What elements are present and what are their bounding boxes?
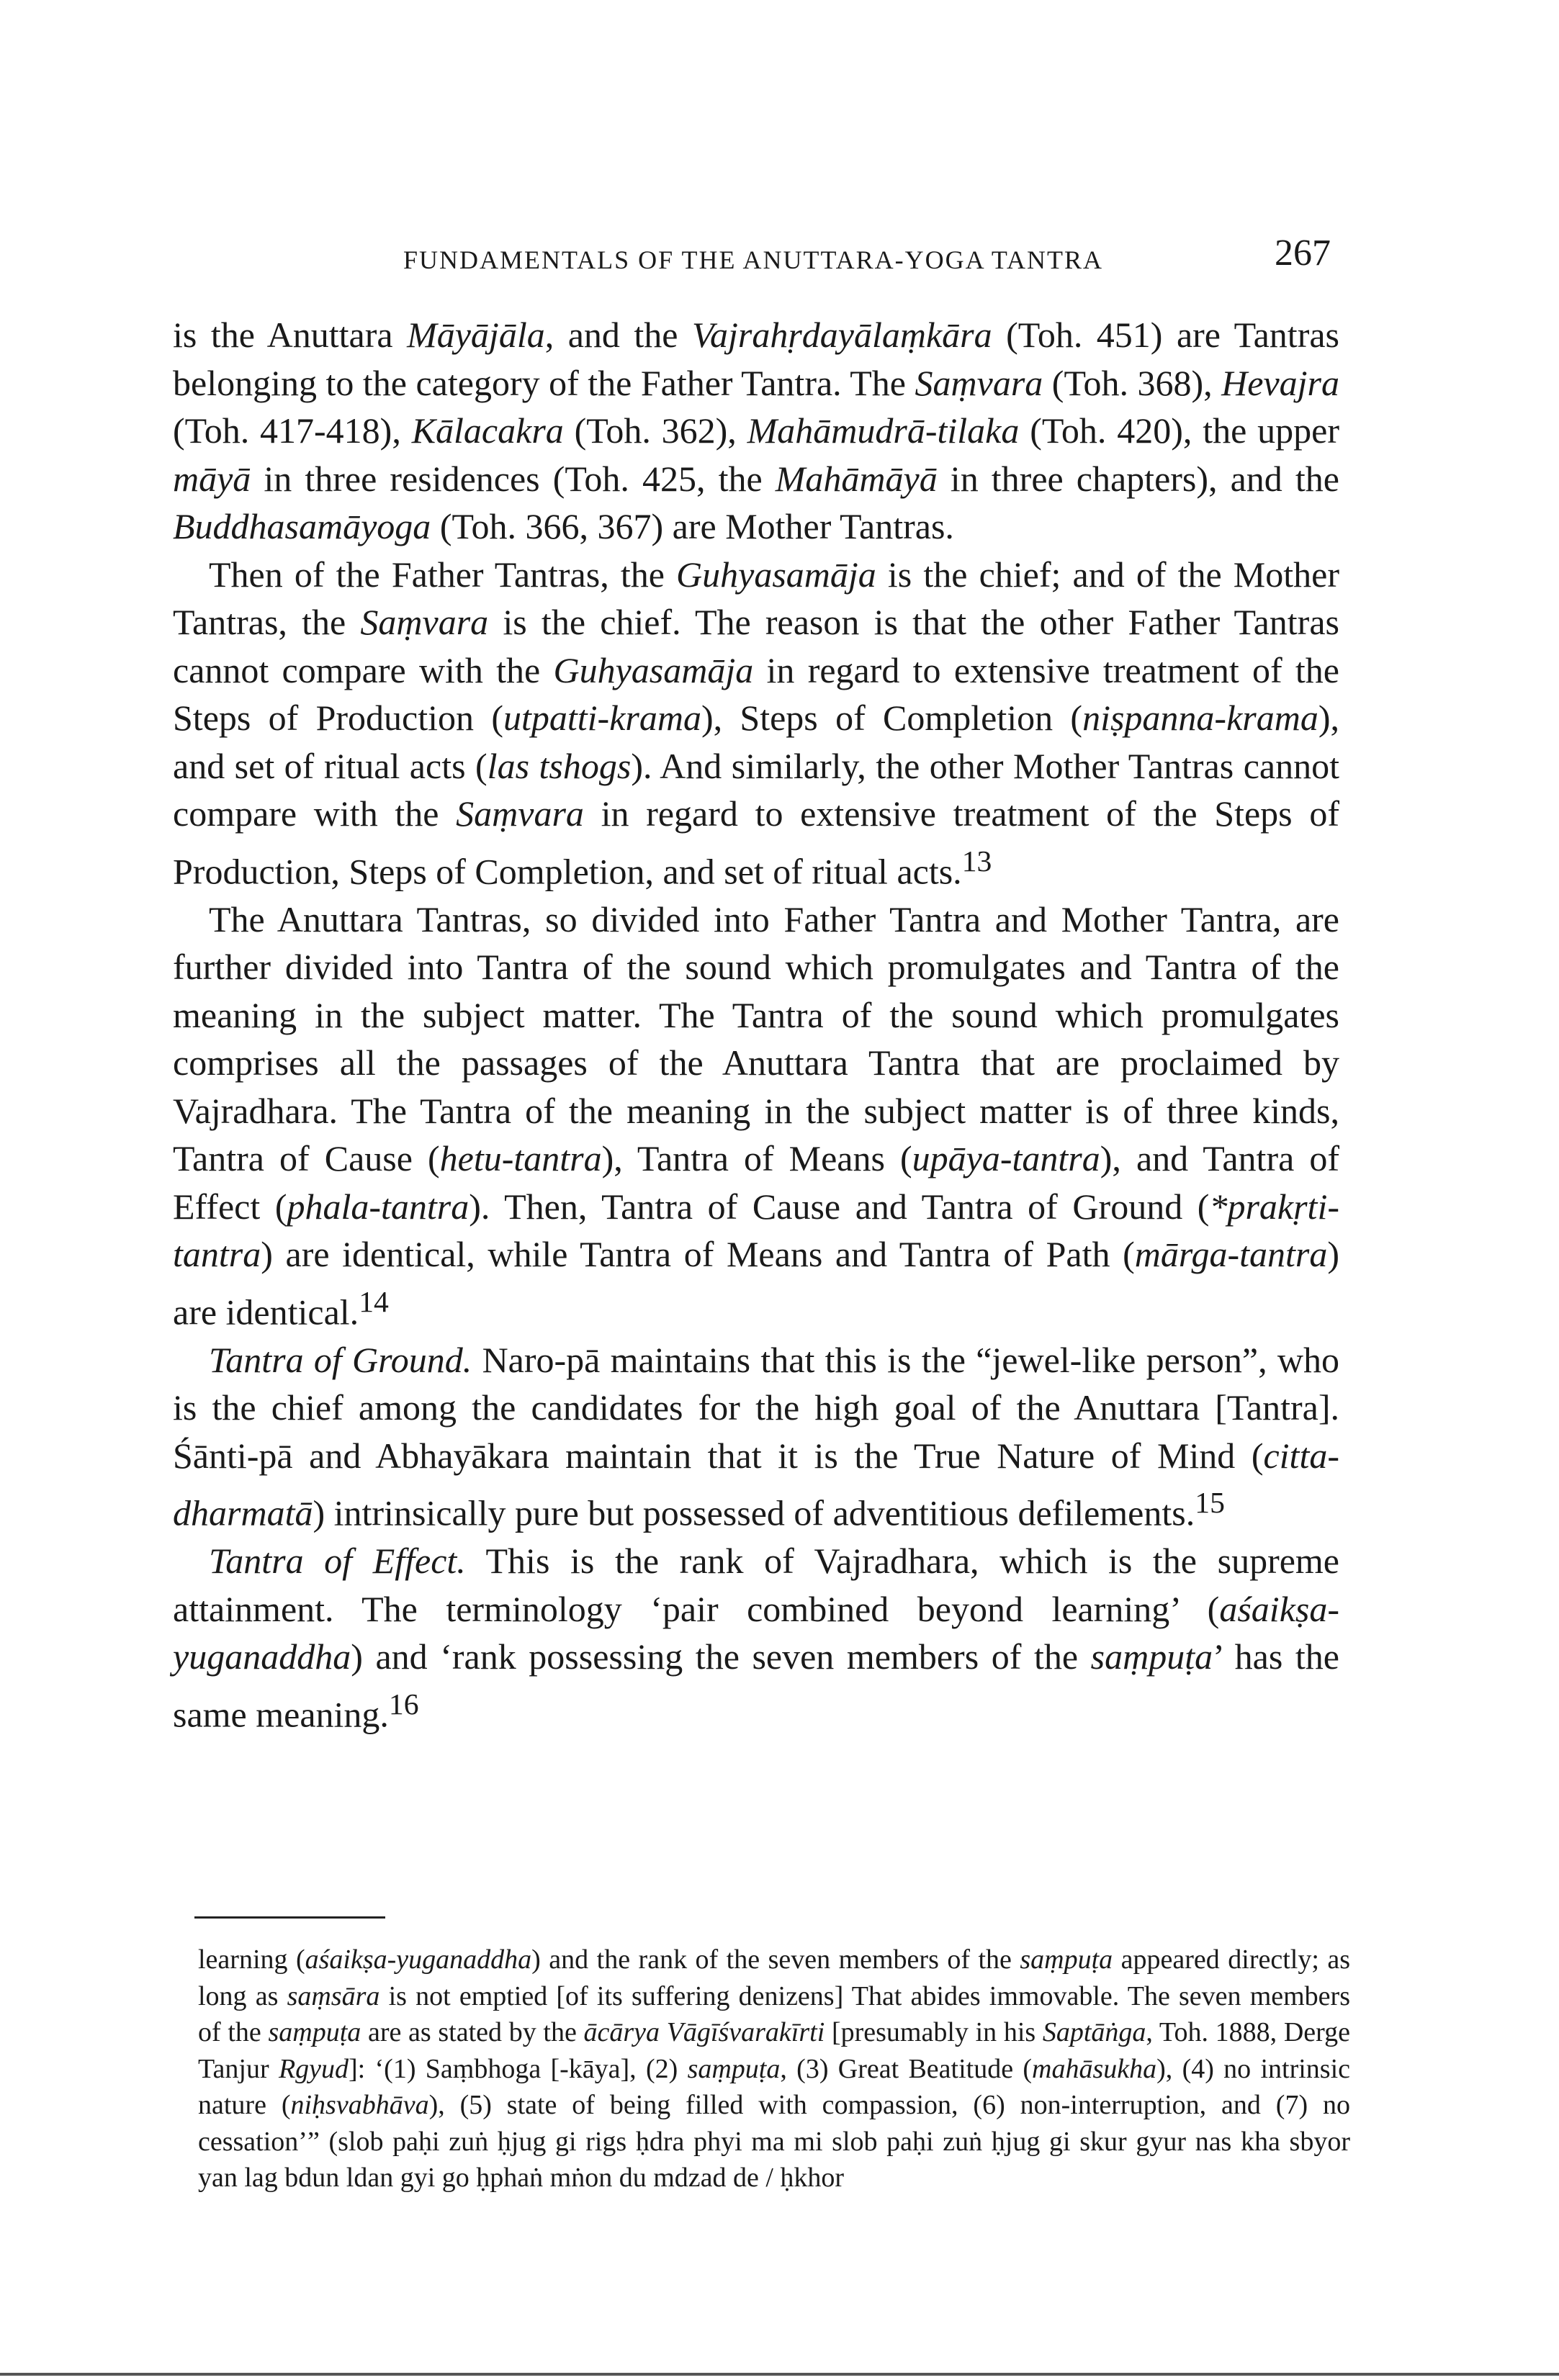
footnote-ref: 14 bbox=[359, 1285, 389, 1319]
running-title: FUNDAMENTALS OF THE ANUTTARA-YOGA TANTRA bbox=[403, 245, 1104, 274]
paragraph: The Anuttara Tantras, so divided into Father Tantra and Mother Tantra, are further divided into Tantra of the sound which promulgates and Tantra of the meaning in the subject matter. The Tantra of the sound which promulgates comprises all the passages of the Anuttara Tantra that are proclaimed by Vajradhara. The Tantra of the meaning in the subject matter is of three kinds, Tantra of Cause (hetu-tantra), Tantra of Means (upāya-tantra), and Tantra of Effect (phala-tantra). Then, Tantra of Cause and Tantra of Ground (*prakṛti-tantra) are identical, while Tantra of Means and Tantra of Path (mārga-tantra) are identical.$^{14}$ bbox=[173, 898, 1339, 1333]
footnote-ref: 15 bbox=[1195, 1487, 1225, 1520]
footnote-ref: 13 bbox=[961, 844, 992, 878]
main-text bbox=[173, 311, 1339, 1739]
scan-edge bbox=[0, 2373, 1559, 2376]
paragraph: Tantra of Ground. Naro-pā maintains that this is the “jewel-like person”, who is the chief among the candidates for the high goal of the Anuttara [Tantra]. Śānti-pā and Abhayākara maintain that it is the True Nature of Mind (citta-dharmatā) intrinsically pure but possessed of adventitious defilements.$^{15}$ bbox=[173, 1339, 1339, 1533]
footnote-rule bbox=[194, 1916, 385, 1919]
paragraph: is the Anuttara Māyājāla, and the Vajrahṛdayālaṃkāra (Toh. 451) are Tantras belonging to the category of the Father Tantra. The Saṃvara (Toh. 368), Hevajra (Toh. 417-418), Kālacakra (Toh. 362), Mahāmudrā-tilaka (Toh. 420), the upper māyā in three residences (Toh. 425, the Mahāmāyā in three chapters), and the Buddhasamāyoga (Toh. 366, 367) are Mother Tantras. bbox=[173, 315, 1340, 546]
footnote-ref: 16 bbox=[388, 1687, 419, 1721]
paragraph: Tantra of Effect. This is the rank of Vajradhara, which is the supreme attainment. The terminology ‘pair combined beyond learning’ (aśaikṣa-yuganaddha) and ‘rank possessing the seven members of the saṃpuṭa’ has the same meaning.$^{16}$ bbox=[173, 1541, 1339, 1735]
footnote-text: learning (aśaikṣa-yuganaddha) and the rank of the seven members of the saṃpuṭa appeared directly; as long as saṃsāra is not emptied [of its suffering denizens] That abides immovable. The seven members of the saṃpuṭa are as stated by the ācārya Vāgīśvarakīrti [presumably in his Saptāṅga, Toh. 1888, Derge Tanjur Rgyud]: ‘(1) Saṃbhoga [-kāya], (2) saṃpuṭa, (3) Great Beatitude (mahāsukha), (4) no intrinsic nature (niḥsvabhāva), (5) state of being filled with compassion, (6) non-interruption, and (7) no cessation’” (slob paḥi zuṅ ḥjug gi rigs ḥdra phyi ma mi slob paḥi zuṅ ḥjug gi skur gyur nas kha sbyor yan lag bdun ldan gyi go ḥphaṅ mṅon du mdzad de / ḥkhor bbox=[198, 1944, 1351, 2193]
paragraph: Then of the Father Tantras, the Guhyasamāja is the chief; and of the Mother Tantras, the Saṃvara is the chief. The reason is that the other Father Tantras cannot compare with the Guhyasamāja in regard to extensive treatment of the Steps of Production (utpatti-krama), Steps of Completion (niṣpanna-krama), and set of ritual acts (las tshogs). And similarly, the other Mother Tantras cannot compare with the Saṃvara in regard to extensive treatment of the Steps of Production, Steps of Completion, and set of ritual acts.$^{13}$ bbox=[173, 554, 1339, 892]
page-number: 267 bbox=[1275, 233, 1331, 274]
